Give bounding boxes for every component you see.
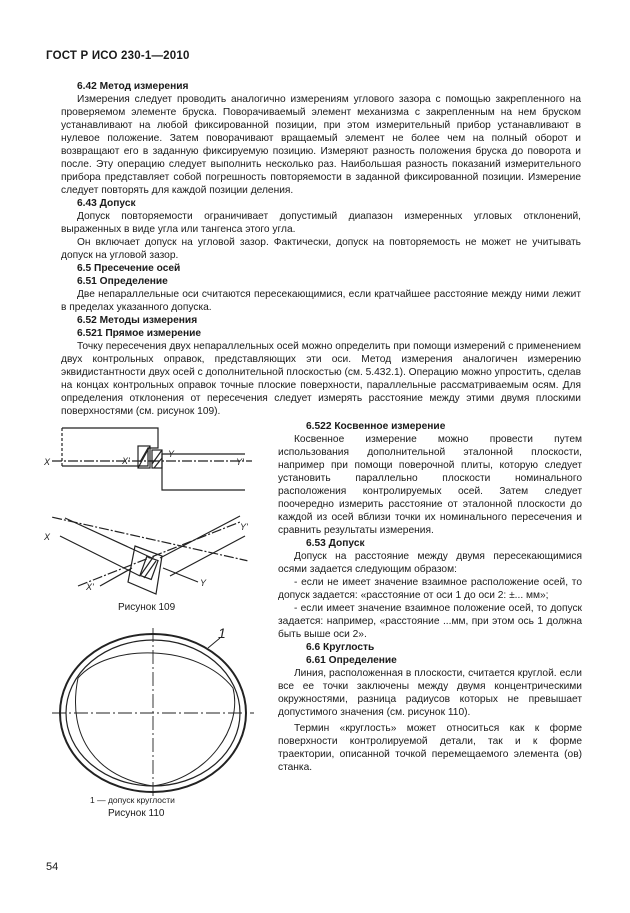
label-x: X (44, 457, 51, 467)
label-y-lower: Y (200, 578, 207, 588)
page-number: 54 (46, 861, 59, 873)
figure-110-diagram (48, 618, 258, 798)
figure-110-legend: 1 — допуск круглости (90, 795, 175, 805)
right-mandrel-outline (162, 454, 245, 490)
figure-109-diagram (40, 418, 272, 604)
heading-6-522: 6.522 Косвенное измерение (306, 421, 446, 432)
heading-6-51: 6.51 Определение (77, 276, 168, 287)
figure-110-caption: Рисунок 110 (108, 808, 165, 819)
paragraph: Он включает допуск на угловой зазор. Фактически, допуск на повторяемость не может не учитывать допуск на угловой зазор. (61, 237, 581, 261)
text-right-column (278, 420, 582, 774)
label-x-lower: X (44, 532, 51, 542)
running-header: ГОСТ Р ИСО 230-1—2010 (46, 50, 190, 62)
label-y-prime-lower: Y' (240, 522, 248, 532)
paragraph: Допуск на расстояние между двумя пересекающимися осями задается следующим образом: (278, 551, 582, 575)
heading-6-42: 6.42 Метод измерения (77, 81, 189, 92)
paragraph: Измерения следует проводить аналогично измерениям углового зазора с помощью закрепленного на проверяемом элементе бруска. Поворачиваемый элемент механизма с закрепленным на нем бруском устанавливают на любой фиксированной позиции, при этом измерительный прибор устанавливают в нулевое положение. Затем поворачивают вращаемый элемент не более чем на полный оборот и возвращают его в заданную фиксируемую позицию. Измеряют разность положения бруска до поворота и после. Эту операцию следует выполнить несколько раз. Наибольшая разность показаний измерительного прибора представляет собой погрешность повторяемости в заданной фиксированной позиции. Измерение следует повторять для каждой позиции деления. (61, 94, 581, 196)
heading-6-53: 6.53 Допуск (306, 538, 365, 549)
paragraph: - если имеет значение взаимное положение осей, то допуск задается: например, «расстояние ...мм, при этом ось 1 должна быть выше оси 2». (278, 603, 582, 640)
heading-6-52: 6.52 Методы измерения (77, 315, 198, 326)
label-x-prime-lower: X' (86, 582, 94, 592)
heading-6-61: 6.61 Определение (306, 655, 397, 666)
heading-6-43: 6.43 Допуск (77, 198, 136, 209)
label-y: Y (168, 449, 175, 459)
label-1: 1 (218, 625, 226, 641)
paragraph: Две непараллельные оси считаются пересекающимися, если кратчайшее расстояние между ними лежит в пределах указанного допуска. (61, 289, 581, 313)
profile-line (75, 653, 234, 786)
heading-6-5: 6.5 Пресечение осей (77, 263, 181, 274)
paragraph: Точку пересечения двух непараллельных осей можно определить при помощи измерений с применением двух контрольных оправок, представляющих эти оси. Метод измерения аналогичен измерению эквидистантности двух осей с дополнительной плоскостью (см. 5.432.1). Операцию можно упростить, сделав на концах контрольных оправок точные плоские поверхности, параллельные рассматриваемым осям. Для определения отклонения от пересечения следует измерять расстояние между этими двумя плоскими поверхностями (см. рисунок 109). (61, 341, 582, 417)
paragraph: Линия, расположенная в плоскости, считается круглой. если все ее точки заключены между двумя концентрическими окружностями, разница радиусов которых не превышает допустимого значения (см. рисунок 110). (278, 668, 582, 718)
paragraph: Термин «круглость» может относиться как к форме поверхности контролируемой детали, так и к форме траектории, описанной точкой перемещаемого элемента (ов) станка. (278, 723, 582, 773)
junction-outline (128, 546, 162, 594)
label-x-prime: X' (122, 456, 130, 466)
paragraph: Косвенное измерение можно провести путем использования дополнительной эталонной плоскости, например при помощи поверочной плиты, которую следует установить параллельно плоскости номинального расположения контролируемых осей. Затем следует поочередно измерить расстояние от эталонной плоскости до каждой из осей вблизи точки их номинального пересечения и сравнить результаты измерения. (278, 434, 582, 536)
figure-109-caption: Рисунок 109 (118, 602, 176, 613)
paragraph: Допуск повторяемости ограничивает допустимый диапазон измеренных угловых отклонений, выраженных в виде угла или тангенса этого угла. (61, 211, 581, 235)
text-full-width (61, 80, 581, 418)
left-mandrel-outline (62, 428, 158, 466)
paragraph: - если не имеет значение взаимное расположение осей, то допуск задается: «расстояние от оси 1 до оси 2: ±... мм»; (278, 577, 582, 601)
heading-6-6: 6.6 Круглость (306, 642, 375, 653)
label-y-prime: Y' (236, 457, 244, 467)
heading-6-521: 6.521 Прямое измерение (77, 328, 202, 339)
